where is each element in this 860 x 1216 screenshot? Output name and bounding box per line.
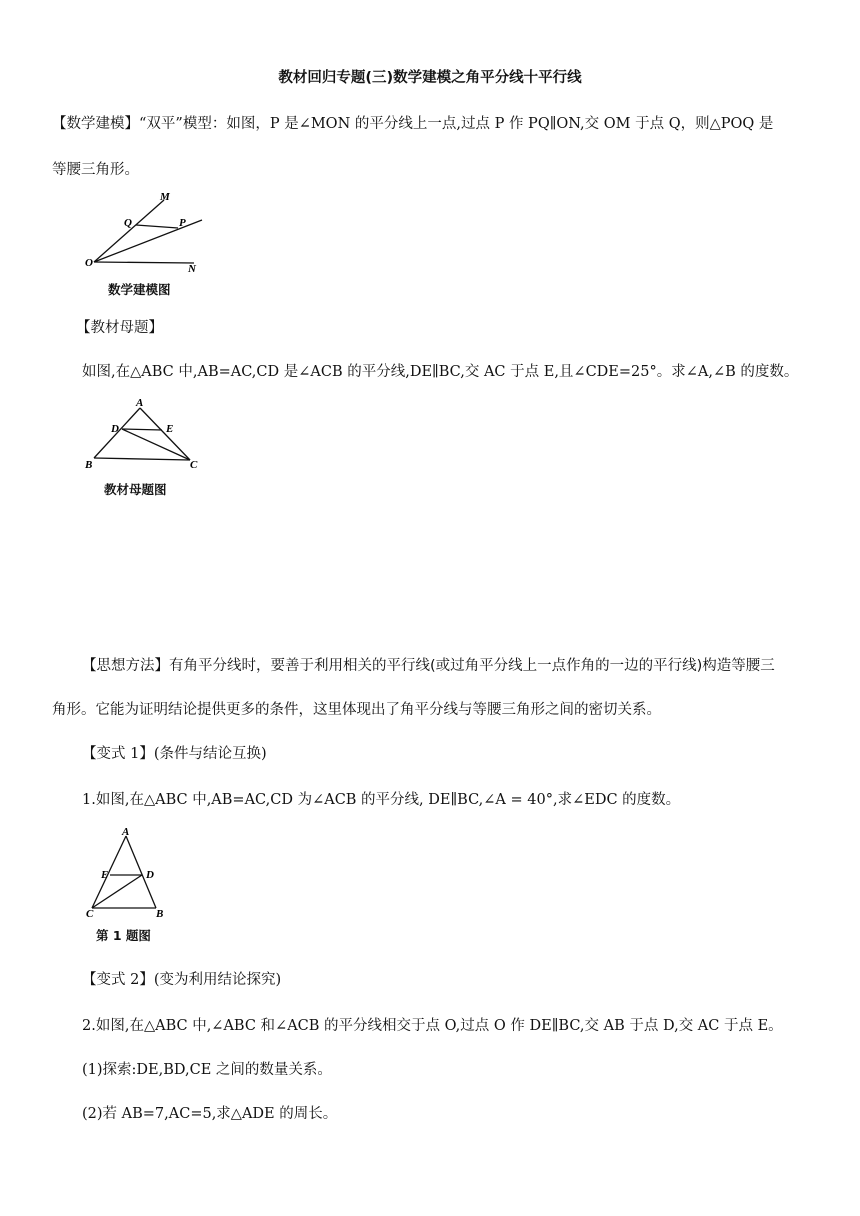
mother-text: 如图,在△ABC 中,AB=AC,CD 是∠ACB 的平分线,DE∥BC,交 AC 于点 E,且∠CDE=25°。求∠A,∠B 的度数。 [82, 364, 799, 380]
method-text-line1: 【思想方法】有角平分线时，要善于利用相关的平行线(或过角平分线上一点作角的一边的平行线)构造等腰三 [82, 658, 775, 674]
model-caption: 数学建模图 [108, 282, 171, 297]
variant2-question2: (2)若 AB=7,AC=5,求△ADE 的周长。 [82, 1106, 338, 1122]
model-text-line2: 等腰三角形。 [52, 162, 139, 178]
label-q: Q [124, 217, 132, 229]
label-a: A [136, 397, 144, 409]
mother-heading: 【教材母题】 [76, 320, 163, 336]
page-title: 教材回归专题(三)数学建模之角平分线十平行线 [278, 70, 582, 86]
label-a: A [122, 826, 130, 838]
model-text-line1: 【数学建模】“双平”模型：如图，P 是∠MON 的平分线上一点,过点 P 作 PQ∥ON,交 OM 于点 Q，则△POQ 是 [52, 116, 774, 132]
label-c: C [86, 908, 94, 920]
label-b: B [156, 908, 164, 920]
label-e: E [166, 423, 174, 435]
label-o: O [85, 257, 93, 269]
variant1-text: 1.如图,在△ABC 中,AB=AC,CD 为∠ACB 的平分线, DE∥BC,∠A = 40°,求∠EDC 的度数。 [82, 792, 681, 808]
variant2-text: 2.如图,在△ABC 中,∠ABC 和∠ACB 的平分线相交于点 O,过点 O 作 DE∥BC,交 AB 于点 D,交 AC 于点 E。 [82, 1018, 783, 1034]
ray-on [94, 262, 194, 263]
variant1-figure [84, 826, 174, 920]
segment-de [122, 429, 162, 430]
variant1-caption: 第 1 题图 [96, 928, 151, 943]
side-ac [140, 408, 190, 460]
variant2-heading: 【变式 2】(变为利用结论探究) [82, 972, 282, 988]
variant1-heading: 【变式 1】(条件与结论互换) [82, 746, 267, 762]
method-text-line2: 角形。它能为证明结论提供更多的条件，这里体现出了角平分线与等腰三角形之间的密切关系。 [52, 702, 661, 718]
segment-pq [136, 225, 178, 228]
label-d: D [146, 869, 154, 881]
label-b: B [85, 459, 93, 471]
segment-cd [122, 429, 190, 460]
label-e: E [101, 869, 109, 881]
side-bc [94, 458, 190, 460]
variant2-question1: (1)探索:DE,BD,CE 之间的数量关系。 [82, 1062, 332, 1078]
label-c: C [190, 459, 198, 471]
label-d: D [111, 423, 119, 435]
label-p: P [179, 217, 186, 229]
mother-figure [82, 396, 202, 476]
ray-om [94, 200, 164, 262]
label-m: M [160, 191, 170, 203]
model-figure [82, 190, 212, 278]
mother-caption: 教材母题图 [104, 482, 167, 497]
label-n: N [188, 263, 196, 275]
